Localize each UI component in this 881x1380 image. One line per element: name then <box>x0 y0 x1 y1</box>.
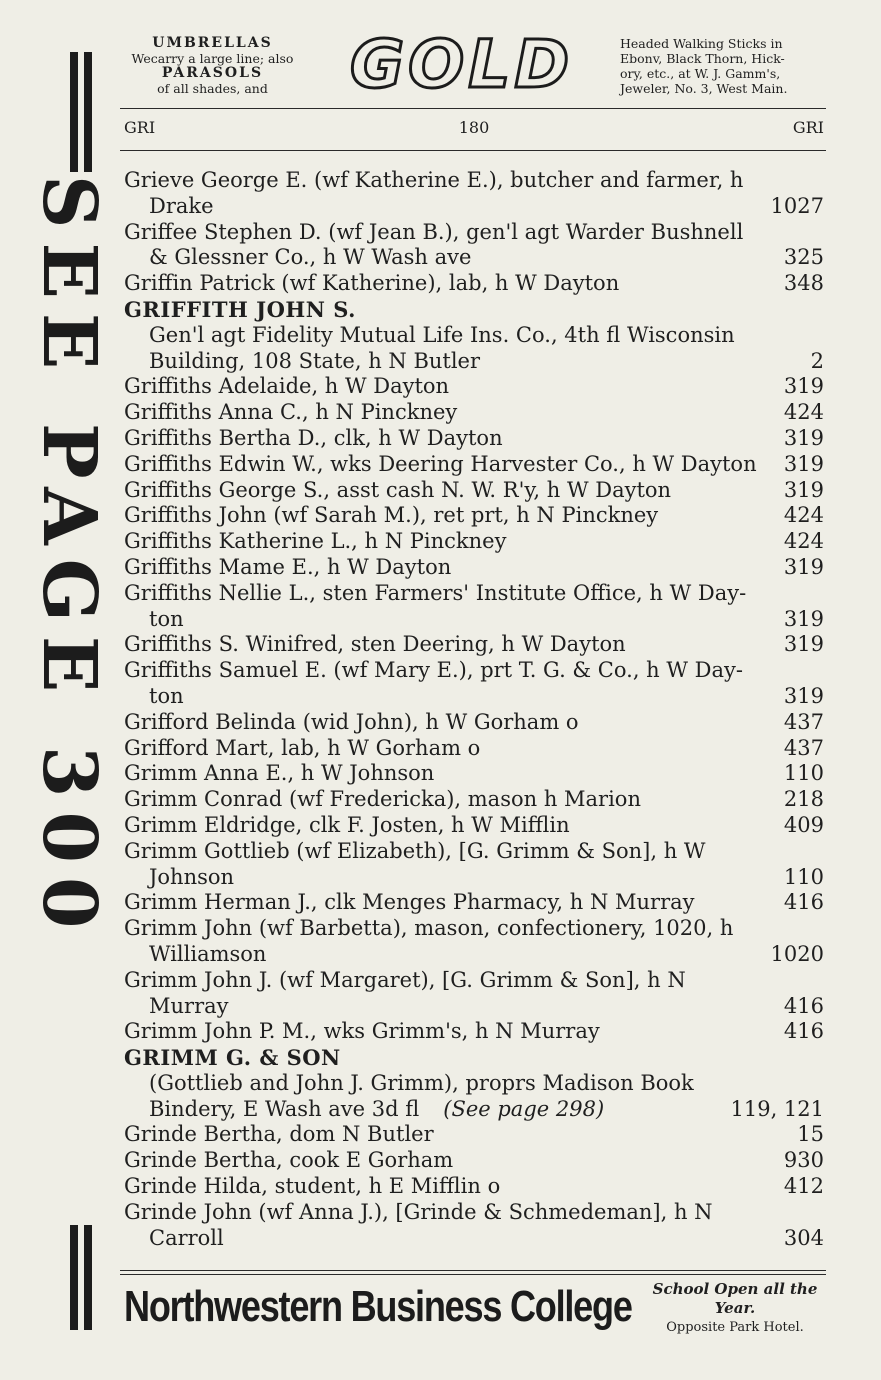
entry-number: 1020 <box>770 941 824 966</box>
entry-text: Grimm Eldridge, clk F. Josten, h W Mifflin <box>124 812 570 837</box>
header-right-line: Jeweler, No. 3, West Main. <box>620 81 788 96</box>
entry-text: Griffee Stephen D. (wf Jean B.), gen'l agt Warder Bushnell <box>124 219 744 244</box>
entry-line <box>124 761 824 787</box>
entry-number: 319 <box>783 683 824 708</box>
entry-text: Gen'l agt Fidelity Mutual Life Ins. Co., 4th fl Wisconsin <box>149 322 735 347</box>
header-left-line: of all shades, and <box>157 81 268 96</box>
entry-text: Griffiths George S., asst cash N. W. R'y, h W Dayton <box>124 477 672 502</box>
entry-line <box>124 400 824 426</box>
entry-heading: GRIFFITH JOHN S. <box>124 296 356 322</box>
list-item <box>124 813 824 839</box>
list-item <box>124 761 824 787</box>
header-left-ad <box>120 36 305 96</box>
entry-line <box>124 658 824 684</box>
list-item <box>124 632 824 658</box>
header-right-line: Ebonv, Black Thorn, Hick- <box>620 51 785 66</box>
entry-line <box>124 1174 824 1200</box>
entry-number: 119, 121 <box>730 1096 824 1121</box>
side-ornament-bar <box>70 52 78 172</box>
entry-text: Grimm Conrad (wf Fredericka), mason h Marion <box>124 787 641 812</box>
list-item <box>124 374 824 400</box>
entry-number: 110 <box>783 864 824 889</box>
entry-line <box>124 942 824 968</box>
college-note-line: School Open all the <box>652 1280 818 1298</box>
entry-line <box>124 1226 824 1252</box>
list-item <box>124 168 824 220</box>
entry-line <box>124 787 824 813</box>
divider <box>120 108 826 109</box>
entry-line <box>124 1071 824 1097</box>
entry-line <box>124 426 824 452</box>
entry-number: 416 <box>783 890 824 915</box>
entry-text: Grimm John P. M., wks Grimm's, h N Murray <box>124 1019 600 1044</box>
entry-text: Grimm Herman J., clk Menges Pharmacy, h N Murray <box>124 890 695 915</box>
list-item <box>124 452 824 478</box>
entry-text: Bindery, E Wash ave 3d fl <box>149 1096 420 1121</box>
entry-text: Grifford Belinda (wid John), h W Gorham o <box>124 709 579 734</box>
entry-number: 412 <box>783 1174 824 1199</box>
entry-text: ton <box>149 606 184 631</box>
entry-text: Grinde John (wf Anna J.), [Grinde & Schmedeman], h N <box>124 1199 713 1224</box>
page-number: 180 <box>458 118 490 137</box>
entry-line <box>124 374 824 400</box>
list-item <box>124 710 824 736</box>
entry-number: 319 <box>783 451 824 476</box>
entry-number: 424 <box>783 503 824 528</box>
entry-line <box>124 1097 824 1123</box>
entry-line <box>124 529 824 555</box>
entry-text: Williamson <box>149 941 267 966</box>
entry-number: 424 <box>783 400 824 425</box>
running-head-left: GRI <box>124 118 156 137</box>
entry-line <box>124 271 824 297</box>
entry-text: & Glessner Co., h W Wash ave <box>149 245 472 270</box>
entry-number <box>816 1071 824 1097</box>
entry-number <box>816 220 824 246</box>
entry-heading: GRIMM G. & SON <box>124 1045 341 1071</box>
header-left-line: UMBRELLAS <box>152 35 273 51</box>
list-item <box>124 916 824 968</box>
list-item <box>124 220 824 272</box>
list-item <box>124 1019 824 1045</box>
entry-line <box>124 1200 824 1226</box>
entry-text: Griffiths Katherine L., h N Pinckney <box>124 529 507 554</box>
list-item <box>124 555 824 581</box>
list-item <box>124 581 824 633</box>
entry-line <box>124 968 824 994</box>
list-item <box>124 890 824 916</box>
entry-line <box>124 865 824 891</box>
entry-number: 319 <box>783 632 824 657</box>
entry-text: Drake <box>149 193 214 218</box>
entry-text: Grinde Hilda, student, h E Mifflin o <box>124 1174 501 1199</box>
entry-line <box>124 245 824 271</box>
see-page-reference: (See page 298) <box>443 1096 605 1121</box>
college-note <box>640 1280 830 1337</box>
entry-number: 304 <box>783 1225 824 1250</box>
entry-number: 409 <box>783 812 824 837</box>
entry-number: 110 <box>783 761 824 786</box>
list-item <box>124 400 824 426</box>
entry-text: Murray <box>149 993 229 1018</box>
entry-number: 437 <box>783 709 824 734</box>
entry-text: Griffiths Bertha D., clk, h W Dayton <box>124 425 503 450</box>
entry-text: Griffiths Anna C., h N Pinckney <box>124 400 458 425</box>
list-item <box>124 968 824 1020</box>
entry-number: 319 <box>783 425 824 450</box>
entry-text: Grinde Bertha, cook E Gorham <box>124 1148 454 1173</box>
college-name: Northwestern Business College <box>124 1282 632 1331</box>
entry-line <box>124 632 824 658</box>
entry-line <box>124 916 824 942</box>
entry-number: 348 <box>783 271 824 296</box>
entry-text: (Gottlieb and John J. Grimm), proprs Madison Book <box>149 1070 694 1095</box>
entry-line <box>124 452 824 478</box>
side-ad-text: SEE PAGE 300 <box>26 175 112 943</box>
list-item <box>124 1122 824 1148</box>
entry-line <box>124 607 824 633</box>
header-left-line: PARASOLS <box>161 65 264 81</box>
side-ornament-bar <box>70 1225 78 1330</box>
entry-number <box>816 168 824 194</box>
entry-number: 416 <box>783 1019 824 1044</box>
footer-advertisement <box>124 1278 830 1348</box>
entry-line <box>124 1148 824 1174</box>
entry-number: 15 <box>797 1122 824 1147</box>
entry-number: 319 <box>783 477 824 502</box>
entry-line <box>124 478 824 504</box>
entry-number: 319 <box>783 374 824 399</box>
entry-line <box>124 839 824 865</box>
running-head <box>124 118 824 137</box>
entry-text: Griffiths Samuel E. (wf Mary E.), prt T. G. & Co., h W Day- <box>124 658 743 683</box>
entry-number <box>816 916 824 942</box>
entry-number <box>816 323 824 349</box>
entry-number: 1027 <box>770 193 824 218</box>
entry-text: Griffiths S. Winifred, sten Deering, h W Dayton <box>124 632 626 657</box>
entry-line <box>124 581 824 607</box>
list-item <box>124 787 824 813</box>
entry-text: Griffiths Mame E., h W Dayton <box>124 554 452 579</box>
list-item <box>124 503 824 529</box>
entry-text: Griffiths Edwin W., wks Deering Harvester Co., h W Dayton <box>124 451 757 476</box>
entry-text: Grimm John (wf Barbetta), mason, confectionery, 1020, h <box>124 916 734 941</box>
entry-line <box>124 503 824 529</box>
entry-number <box>816 839 824 865</box>
entry-number <box>816 581 824 607</box>
entry-line <box>124 1019 824 1045</box>
entry-line <box>124 194 824 220</box>
entry-text: Griffin Patrick (wf Katherine), lab, h W Dayton <box>124 271 620 296</box>
side-advertisement <box>14 40 112 1340</box>
list-item <box>124 1148 824 1174</box>
directory-listing <box>124 168 824 1251</box>
entry-line <box>124 555 824 581</box>
entry-line <box>124 168 824 194</box>
list-item <box>124 529 824 555</box>
entry-number: 424 <box>783 529 824 554</box>
divider <box>120 150 826 151</box>
list-item <box>124 297 824 374</box>
running-head-right: GRI <box>792 118 824 137</box>
entry-text: Grinde Bertha, dom N Butler <box>124 1122 434 1147</box>
entry-line <box>124 684 824 710</box>
entry-text: Grimm John J. (wf Margaret), [G. Grimm & Son], h N <box>124 967 686 992</box>
entry-line <box>124 736 824 762</box>
entry-text: Griffiths Adelaide, h W Dayton <box>124 374 450 399</box>
college-note-line: Year. <box>714 1299 756 1317</box>
divider <box>120 1270 826 1271</box>
list-item <box>124 1045 824 1122</box>
list-item <box>124 478 824 504</box>
entry-number: 416 <box>783 993 824 1018</box>
list-item <box>124 736 824 762</box>
entry-number: 437 <box>783 735 824 760</box>
entry-line <box>124 890 824 916</box>
entry-number: 930 <box>783 1148 824 1173</box>
entry-line <box>124 220 824 246</box>
list-item <box>124 426 824 452</box>
entry-text: Building, 108 State, h N Butler <box>149 348 481 373</box>
list-item <box>124 1174 824 1200</box>
entry-line <box>124 1122 824 1148</box>
entry-line <box>124 710 824 736</box>
header-right-ad <box>620 36 830 96</box>
entry-number: 2 <box>810 348 824 373</box>
entry-number: 325 <box>783 245 824 270</box>
header-advertisement <box>120 26 830 106</box>
entry-line <box>124 323 824 349</box>
entry-line <box>124 813 824 839</box>
entry-text: ton <box>149 683 184 708</box>
list-item <box>124 658 824 710</box>
entry-number <box>816 968 824 994</box>
entry-text: Johnson <box>149 864 235 889</box>
entry-text: Grimm Anna E., h W Johnson <box>124 761 435 786</box>
entry-number: 319 <box>783 554 824 579</box>
college-note-line: Opposite Park Hotel. <box>666 1320 804 1335</box>
entry-text: Griffiths Nellie L., sten Farmers' Institute Office, h W Day- <box>124 580 747 605</box>
side-ornament-bar <box>84 52 92 172</box>
side-ornament-bar <box>84 1225 92 1330</box>
entry-line <box>124 349 824 375</box>
entry-text: Griffiths John (wf Sarah M.), ret prt, h N Pinckney <box>124 503 659 528</box>
list-item <box>124 1200 824 1252</box>
entry-text: Grieve George E. (wf Katherine E.), butcher and farmer, h <box>124 168 744 192</box>
divider <box>120 1274 826 1275</box>
entry-number <box>816 658 824 684</box>
entry-number: 218 <box>783 787 824 812</box>
list-item <box>124 271 824 297</box>
entry-text: Grimm Gottlieb (wf Elizabeth), [G. Grimm & Son], h W <box>124 838 706 863</box>
header-right-line: ory, etc., at W. J. Gamm's, <box>620 66 781 81</box>
entry-line <box>124 994 824 1020</box>
entry-text: Carroll <box>149 1225 224 1250</box>
header-right-line: Headed Walking Sticks in <box>620 36 783 51</box>
header-left-line: Wecarry a large line; also <box>131 51 294 66</box>
entry-text: Grifford Mart, lab, h W Gorham o <box>124 735 481 760</box>
list-item <box>124 839 824 891</box>
entry-number <box>816 1200 824 1226</box>
entry-number: 319 <box>783 606 824 631</box>
gold-logo: GOLD <box>350 26 574 103</box>
